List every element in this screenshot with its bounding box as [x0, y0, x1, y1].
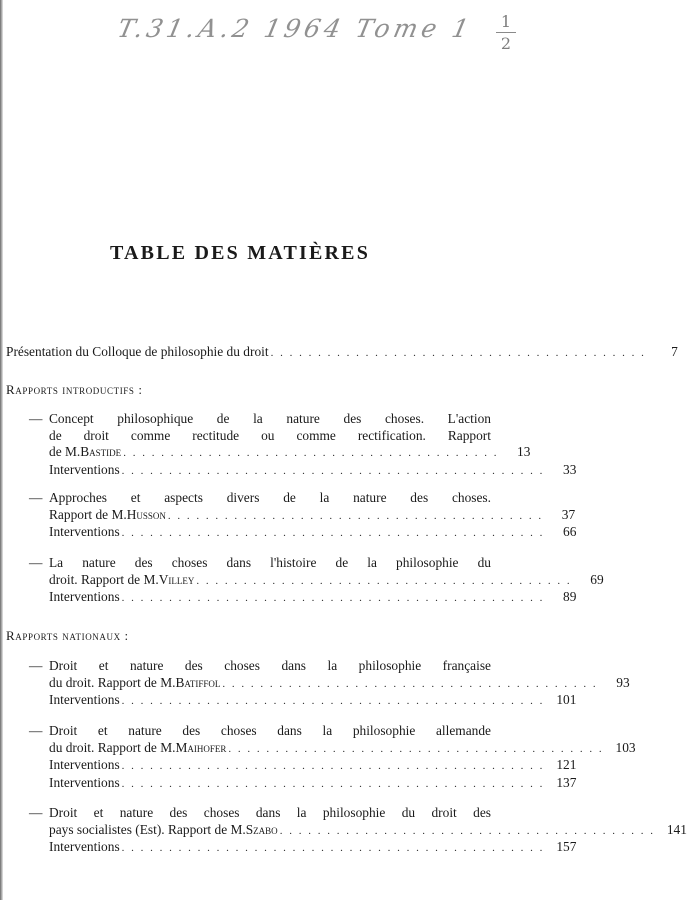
toc-entry — [29, 805, 687, 857]
entry-prefix: de M. — [49, 444, 81, 459]
entry-author: Villey — [158, 571, 195, 587]
scan-edge-shadow — [0, 0, 3, 900]
interventions-label: Interventions — [49, 692, 120, 707]
toc-entry — [29, 658, 630, 710]
entry-page: 141 — [666, 821, 687, 837]
leader-dots: . . . . . . . . . . . . . . . . . . . . . . . . . . . . . . . . . . . . . . . . . . . . . — [121, 527, 545, 539]
interventions-line — [49, 774, 577, 793]
interventions-line — [49, 692, 577, 710]
leader-dots: . . . . . . . . . . . . . . . . . . . . . . . . . . . . . . . . . . . . . . . . . . . . . — [121, 842, 545, 854]
entry-page: 93 — [616, 674, 630, 690]
leader-dots: . . . . . . . . . . . . . . . . . . . . . . . . . . . . . . . . . . . . . . . . — [270, 347, 646, 359]
interventions-label: Interventions — [49, 757, 120, 772]
presentation-page: 7 — [671, 344, 678, 359]
entry-line: de droit comme rectitude ou comme rectification. Rapport — [49, 427, 491, 443]
leader-dots: . . . . . . . . . . . . . . . . . . . . . . . . . . . . . . . . . . . . . . . . — [228, 742, 604, 755]
interventions-label: Interventions — [49, 839, 120, 854]
entry-page: 13 — [517, 444, 531, 459]
interventions-page: 121 — [556, 757, 577, 772]
entry-line: Droit et nature des choses dans la philosophie allemande — [49, 723, 491, 738]
interventions-page: 101 — [556, 692, 577, 707]
toc-entry — [29, 490, 577, 542]
entry-last-line — [49, 739, 636, 758]
toc-presentation — [6, 344, 678, 361]
leader-dots: . . . . . . . . . . . . . . . . . . . . . . . . . . . . . . . . . . . . . . . . . . . . . — [121, 695, 545, 707]
toc-entry — [29, 723, 636, 792]
page-title: TABLE DES MATIÈRES — [109, 242, 371, 264]
leader-dots: . . . . . . . . . . . . . . . . . . . . . . . . . . . . . . . . . . . . . . . . — [167, 509, 544, 522]
entry-dash: — — [29, 411, 43, 426]
leader-dots: . . . . . . . . . . . . . . . . . . . . . . . . . . . . . . . . . . . . . . . . . . . . . — [121, 777, 545, 790]
fraction-numerator: 1 — [500, 12, 512, 31]
entry-last-line — [49, 821, 687, 840]
interventions-page: 89 — [563, 589, 577, 604]
section-heading-nationaux: Rapports nationaux : — [6, 628, 129, 643]
leader-dots: . . . . . . . . . . . . . . . . . . . . . . . . . . . . . . . . . . . . . . . . — [222, 677, 598, 690]
entry-dash: — — [29, 723, 43, 738]
interventions-line — [49, 839, 577, 857]
entry-dash: — — [29, 555, 43, 570]
entry-line: Concept philosophique de la nature des choses. L'action — [49, 411, 491, 426]
interventions-page: 33 — [563, 461, 577, 477]
entry-last-line — [49, 674, 630, 693]
entry-prefix: du droit. Rapport de M. — [49, 674, 176, 690]
entry-line: Droit et nature des choses dans la philosophie française — [49, 658, 491, 673]
section-heading-introductifs: Rapports introductifs : — [6, 382, 143, 397]
interventions-label: Interventions — [49, 589, 120, 604]
entry-prefix: du droit. Rapport de M. — [49, 739, 176, 755]
entry-prefix: droit. Rapport de M. — [49, 571, 159, 587]
leader-dots: . . . . . . . . . . . . . . . . . . . . . . . . . . . . . . . . . . . . . . . . — [123, 447, 499, 459]
handwritten-annotation: T.31.A.2 1964 Tome 1 — [114, 14, 476, 43]
leader-dots: . . . . . . . . . . . . . . . . . . . . . . . . . . . . . . . . . . . . . . . . . . . . . — [121, 464, 545, 477]
interventions-page: 157 — [556, 839, 577, 854]
toc-entry — [29, 411, 577, 479]
presentation-text: Présentation du Colloque de philosophie du droit — [6, 344, 269, 359]
entry-line: Droit et nature des choses dans la philosophie du droit des — [49, 805, 491, 820]
entry-line: Approches et aspects divers de la nature des choses. — [49, 490, 491, 505]
entry-author: Szabo — [245, 821, 278, 837]
entry-prefix: pays socialistes (Est). Rapport de M. — [49, 821, 246, 837]
fraction-denominator: 2 — [500, 34, 512, 53]
entry-last-line — [49, 506, 576, 525]
entry-dash: — — [29, 805, 43, 820]
entry-line: La nature des choses dans l'histoire de la philosophie du — [49, 555, 491, 570]
entry-author: Husson — [126, 506, 166, 522]
interventions-page: 137 — [556, 774, 577, 790]
interventions-page: 66 — [563, 524, 577, 539]
leader-dots: . . . . . . . . . . . . . . . . . . . . . . . . . . . . . . . . . . . . . . . . . . . . . — [121, 760, 545, 772]
interventions-line — [49, 757, 577, 775]
handwritten-fraction — [496, 14, 516, 51]
interventions-label: Interventions — [49, 524, 120, 539]
entry-author: Bastide — [80, 444, 122, 459]
interventions-line — [49, 461, 577, 480]
leader-dots: . . . . . . . . . . . . . . . . . . . . . . . . . . . . . . . . . . . . . . . . — [279, 824, 655, 837]
entry-last-line — [49, 571, 604, 590]
entry-page: 37 — [561, 506, 576, 522]
leader-dots: . . . . . . . . . . . . . . . . . . . . . . . . . . . . . . . . . . . . . . . . . . . . . — [121, 592, 545, 604]
entry-page: 103 — [615, 739, 636, 755]
interventions-label: Interventions — [49, 461, 120, 477]
entry-author: Maihofer — [175, 739, 227, 755]
entry-page: 69 — [590, 571, 604, 587]
fraction-bar — [496, 32, 516, 33]
toc-entry — [29, 555, 604, 607]
leader-dots: . . . . . . . . . . . . . . . . . . . . . . . . . . . . . . . . . . . . . . . . — [196, 574, 572, 587]
interventions-line — [49, 524, 577, 542]
entry-dash: — — [29, 658, 43, 673]
interventions-line — [49, 589, 577, 607]
entry-author: Batiffol — [175, 674, 221, 690]
interventions-label: Interventions — [49, 774, 120, 790]
entry-prefix: Rapport de M. — [49, 506, 127, 522]
entry-dash: — — [29, 490, 43, 505]
entry-last-line — [49, 444, 531, 462]
